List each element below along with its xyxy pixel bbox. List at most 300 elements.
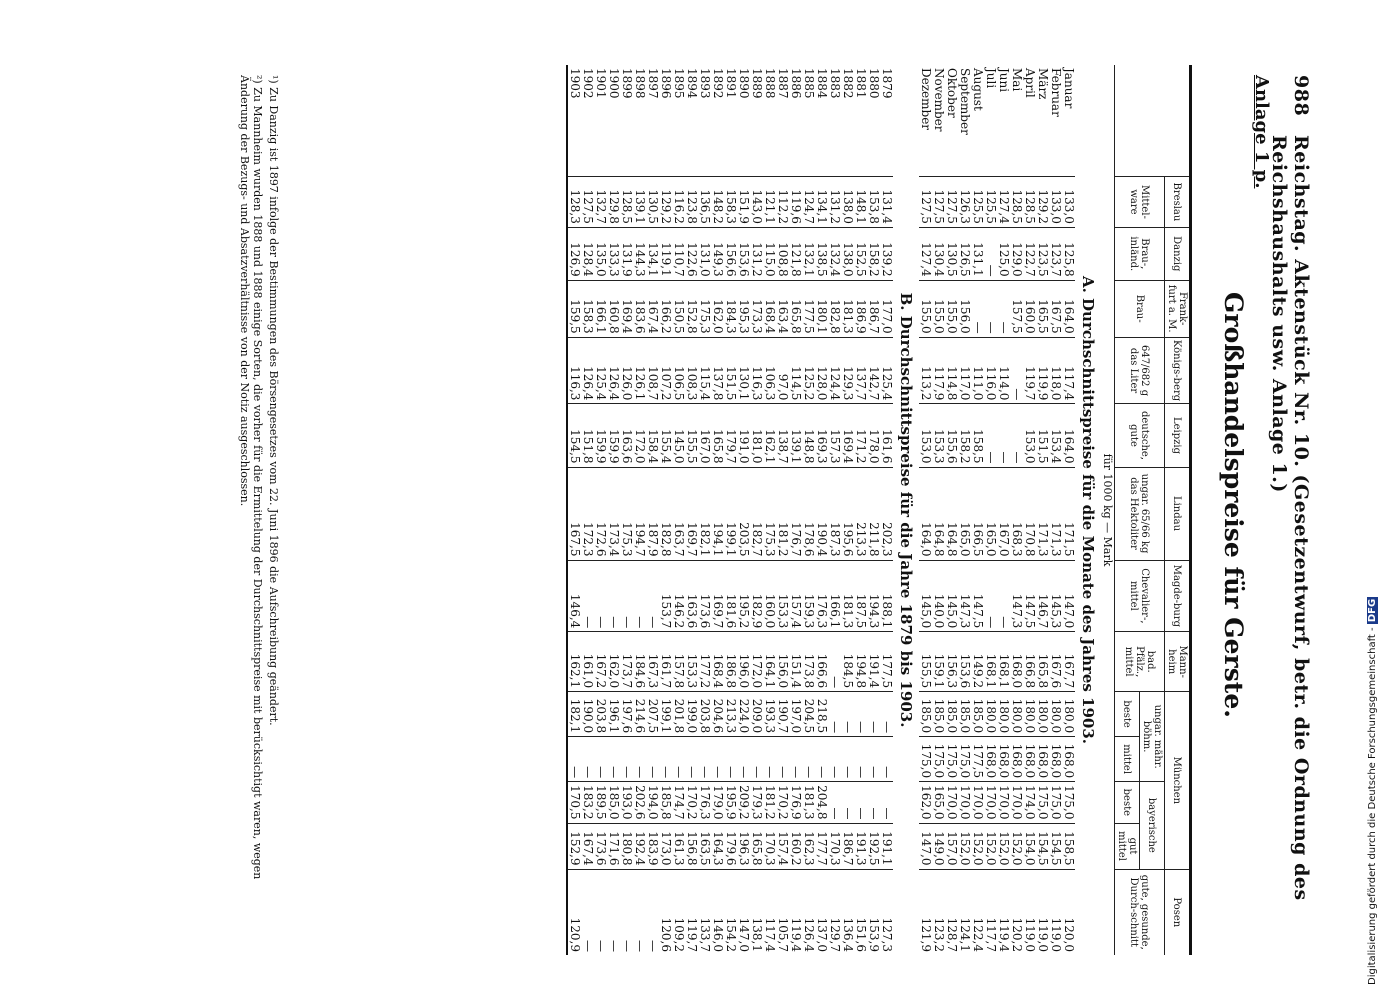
price-cell: 155,4 [659, 404, 672, 467]
price-cell: 138,0 [841, 177, 854, 228]
price-cell: 126,4 [802, 869, 815, 955]
price-cell: — [659, 737, 672, 782]
price-cell: 203,8 [698, 692, 711, 737]
header-frankfurt-grade: Brau- [1115, 280, 1165, 337]
price-cell: 159,5 [567, 280, 581, 337]
price-cell: — [1010, 404, 1023, 467]
price-cell: 153,6 [737, 227, 750, 280]
price-cell: 120,9 [567, 869, 581, 955]
price-cell: 173,6 [698, 560, 711, 632]
price-cell: 178,6 [802, 467, 815, 560]
price-cell: 166,2 [659, 280, 672, 337]
year-row [620, 65, 633, 955]
price-cell: 146,4 [567, 560, 581, 632]
price-cell: 125,4 [880, 337, 893, 404]
price-cell: 160,0 [1023, 280, 1036, 337]
price-cell: 121,1 [763, 177, 776, 228]
price-cell: 152,8 [685, 280, 698, 337]
annex-label: Anlage 1 p. [1251, 75, 1272, 189]
price-cell: 173,4 [607, 467, 620, 560]
price-cell: — [828, 737, 841, 782]
price-cell: 158,3 [724, 177, 737, 228]
price-cell: 183,9 [646, 823, 659, 869]
price-cell: 130,1 [737, 337, 750, 404]
price-cell: 129,0 [1010, 227, 1023, 280]
price-cell: — [854, 692, 867, 737]
month-row [1049, 65, 1062, 955]
price-cell: 186,7 [867, 280, 880, 337]
price-cell: 168,4 [763, 280, 776, 337]
price-cell: 185,0 [607, 782, 620, 823]
year-label: 1901 [594, 68, 608, 99]
price-cell: 186,8 [724, 632, 737, 692]
price-cell: 186,7 [841, 823, 854, 869]
price-cell: 146,2 [672, 560, 685, 632]
year-label: 1884 [815, 68, 829, 99]
year-row [698, 65, 711, 955]
price-cell: 106,5 [672, 337, 685, 404]
year-row [685, 65, 698, 955]
price-cell: 168,0 [1023, 737, 1036, 782]
price-cell: 172,0 [750, 632, 763, 692]
price-cell: 119,0 [1023, 869, 1036, 955]
year-row [672, 65, 685, 955]
price-cell: 152,0 [997, 823, 1010, 869]
price-cell: — [737, 737, 750, 782]
price-cell: 151,4 [789, 632, 802, 692]
year-label: 1881 [854, 68, 868, 99]
price-cell: 211,8 [867, 467, 880, 560]
price-cell: 128,5 [620, 177, 633, 228]
price-cell: 119,0 [1036, 869, 1049, 955]
price-cell: 153,6 [958, 632, 971, 692]
price-cell: 179,0 [711, 782, 724, 823]
price-cell: 181,2 [763, 782, 776, 823]
price-cell: 182,1 [567, 692, 581, 737]
header-blank [1115, 65, 1191, 177]
price-cell: 175,0 [1049, 782, 1062, 823]
header-ungar-beste: beste [1115, 692, 1140, 737]
price-cell: 108,7 [646, 337, 659, 404]
price-cell: 120,6 [659, 869, 672, 955]
year-row [763, 65, 776, 955]
price-cell: 139,2 [880, 227, 893, 280]
price-cell: 157,8 [672, 632, 685, 692]
price-cell: 156,0 [776, 632, 789, 692]
price-cell: — [867, 692, 880, 737]
price-cell: 145,0 [672, 404, 685, 467]
price-cell: 183,2 [581, 782, 594, 823]
price-cell: 128,7 [945, 869, 958, 955]
price-cell: — [841, 782, 854, 823]
price-cell: 172,3 [581, 467, 594, 560]
month-label: Dezember [919, 68, 933, 131]
year-label: 1892 [711, 68, 725, 99]
price-cell: 165,0 [958, 467, 971, 560]
price-cell: 175,0 [932, 737, 945, 782]
price-cell: 183,6 [633, 280, 646, 337]
year-label: 1902 [581, 68, 595, 99]
price-cell: 124,4 [828, 337, 841, 404]
header-magdeburg: Magde-burg [1165, 560, 1191, 632]
price-cell: — [581, 737, 594, 782]
yearly-rows [567, 65, 893, 955]
price-cell: 168,4 [711, 632, 724, 692]
price-cell: — [607, 560, 620, 632]
running-header [1268, 55, 1320, 955]
price-cell: 187,5 [854, 560, 867, 632]
price-cell: 181,2 [776, 467, 789, 560]
price-cell: 196,1 [607, 692, 620, 737]
price-cell: 105,7 [776, 869, 789, 955]
price-cell: 145,0 [945, 560, 958, 632]
price-cell: 182,1 [698, 467, 711, 560]
price-cell: 152,0 [971, 823, 984, 869]
price-cell: 167,4 [581, 823, 594, 869]
price-cell: 119,4 [789, 869, 802, 955]
price-cell: 204,8 [815, 782, 828, 823]
price-cell: 170,0 [997, 782, 1010, 823]
month-label: September [958, 68, 972, 135]
price-cell: 164,0 [1062, 404, 1075, 467]
price-cell: 123,5 [1036, 227, 1049, 280]
section-b-row [893, 65, 919, 955]
month-row [932, 65, 945, 955]
price-cell: — [815, 737, 828, 782]
price-cell: — [802, 737, 815, 782]
price-cell: 177,7 [815, 823, 828, 869]
price-cell: 194,1 [711, 467, 724, 560]
price-cell: 127,5 [932, 177, 945, 228]
price-cell: 119,1 [659, 227, 672, 280]
price-cell: 167,0 [997, 467, 1010, 560]
header-bayer-gut-mittel: gut mittel [1115, 823, 1140, 869]
price-cell: 176,3 [698, 782, 711, 823]
price-cell: 139,1 [789, 404, 802, 467]
price-cell: 124,1 [958, 869, 971, 955]
price-cell: 213,3 [724, 692, 737, 737]
year-label: 1889 [750, 68, 764, 99]
price-cell: 165,5 [1036, 280, 1049, 337]
price-cell: 170,3 [828, 823, 841, 869]
price-cell: 168,0 [1062, 737, 1075, 782]
price-cell: 162,0 [607, 632, 620, 692]
price-cell: 168,0 [984, 737, 997, 782]
price-cell: 175,0 [945, 737, 958, 782]
price-cell: 199,0 [685, 692, 698, 737]
price-cell: 130,5 [646, 177, 659, 228]
year-row [815, 65, 828, 955]
price-cell: 131,2 [750, 227, 763, 280]
price-cell: 170,8 [1023, 467, 1036, 560]
price-cell: 172,0 [633, 404, 646, 467]
unit-line: für 1000 kg — Mark [1101, 453, 1114, 567]
month-row [958, 65, 971, 955]
price-cell: — [711, 737, 724, 782]
price-cell: 128,5 [1023, 177, 1036, 228]
price-cell: 194,8 [854, 632, 867, 692]
price-cell: 152,0 [958, 823, 971, 869]
price-cell: 137,0 [815, 869, 828, 955]
price-cell: — [828, 782, 841, 823]
year-label: 1886 [789, 68, 803, 99]
price-cell: 146,0 [711, 869, 724, 955]
price-cell: 162,0 [711, 280, 724, 337]
price-cell: 151,5 [1036, 404, 1049, 467]
price-cell: 133,0 [1062, 177, 1075, 228]
header-koenigsberg: Königs-berg [1165, 337, 1191, 404]
price-cell: 128,4 [581, 227, 594, 280]
price-cell: 197,0 [789, 692, 802, 737]
price-cell: 165,8 [1036, 632, 1049, 692]
price-cell: 108,3 [685, 337, 698, 404]
price-cell: 119,0 [1049, 869, 1062, 955]
price-cell: 169,4 [620, 280, 633, 337]
price-cell: — [854, 782, 867, 823]
month-row [1062, 65, 1075, 955]
price-cell: 157,4 [776, 823, 789, 869]
price-cell: 129,2 [1036, 177, 1049, 228]
price-cell: 155,5 [919, 632, 932, 692]
year-label: 1879 [880, 68, 894, 99]
price-cell: 157,3 [828, 404, 841, 467]
price-cell: 125,8 [1062, 227, 1075, 280]
price-cell: 180,0 [1062, 692, 1075, 737]
price-cell: 162,0 [919, 782, 932, 823]
month-label: Mai [1010, 68, 1024, 92]
price-cell: 190,4 [815, 467, 828, 560]
price-cell: 151,9 [737, 177, 750, 228]
price-cell: 111,0 [971, 337, 984, 404]
price-cell: 195,9 [724, 782, 737, 823]
price-cell: 165,0 [932, 782, 945, 823]
price-cell: 153,7 [659, 560, 672, 632]
price-cell: 170,0 [945, 782, 958, 823]
price-cell: 122,7 [1023, 227, 1036, 280]
year-row [607, 65, 620, 955]
price-cell: 209,0 [750, 692, 763, 737]
year-label: 1893 [698, 68, 712, 99]
price-cell: 186,9 [854, 280, 867, 337]
price-cell: 172,6 [594, 467, 607, 560]
price-cell: 119,6 [789, 177, 802, 228]
price-cell: 167,4 [646, 280, 659, 337]
month-label: August [971, 68, 985, 111]
price-cell: 191,3 [854, 823, 867, 869]
price-cell: 153,0 [1023, 404, 1036, 467]
price-cell: 128,0 [815, 337, 828, 404]
price-cell: 164,0 [919, 467, 932, 560]
price-cell: 155,0 [919, 280, 932, 337]
year-row [659, 65, 672, 955]
price-cell: 177,5 [880, 632, 893, 692]
price-cell: 162,3 [802, 823, 815, 869]
price-cell: 152,0 [984, 823, 997, 869]
price-cell: 199,1 [659, 692, 672, 737]
price-cell: 125,4 [594, 337, 607, 404]
price-cell: 170,0 [1010, 782, 1023, 823]
year-row [646, 65, 659, 955]
price-cell: 125,2 [802, 337, 815, 404]
price-cell: 140,0 [932, 560, 945, 632]
price-table [566, 65, 1192, 955]
price-cell: 180,0 [1023, 692, 1036, 737]
price-cell: 117,4 [1062, 337, 1075, 404]
price-cell: 180,0 [984, 692, 997, 737]
price-cell: 135,0 [594, 227, 607, 280]
year-label: 1898 [633, 68, 647, 99]
price-cell: 148,2 [711, 177, 724, 228]
price-cell: 123,2 [932, 869, 945, 955]
price-cell: — [620, 737, 633, 782]
price-cell: — [620, 560, 633, 632]
price-cell: 158,5 [1062, 823, 1075, 869]
price-cell: 123,7 [1049, 227, 1062, 280]
price-cell: 184,3 [724, 280, 737, 337]
price-cell: 195,3 [737, 280, 750, 337]
price-cell: 153,3 [776, 560, 789, 632]
price-cell: 187,3 [828, 467, 841, 560]
price-cell: 175,0 [958, 737, 971, 782]
page-number: 988 [1290, 75, 1312, 117]
price-cell: 127,4 [919, 227, 932, 280]
price-cell: 147,0 [1062, 560, 1075, 632]
year-label: 1895 [672, 68, 686, 99]
price-cell: 185,0 [971, 692, 984, 737]
price-cell: 161,7 [659, 632, 672, 692]
price-cell: 202,3 [880, 467, 893, 560]
price-cell: 170,0 [958, 782, 971, 823]
price-cell: 164,8 [932, 467, 945, 560]
price-cell: — [867, 737, 880, 782]
year-label: 1885 [802, 68, 816, 99]
price-cell: — [567, 737, 581, 782]
price-cell: 158,4 [646, 404, 659, 467]
month-row [997, 65, 1010, 955]
price-cell: 160,8 [607, 280, 620, 337]
price-cell: 156,8 [685, 823, 698, 869]
price-cell: — [880, 692, 893, 737]
year-label: 1890 [737, 68, 751, 99]
price-cell: 168,0 [1010, 632, 1023, 692]
price-cell: 224,0 [737, 692, 750, 737]
month-label: April [1023, 68, 1037, 98]
price-cell: 114,5 [789, 337, 802, 404]
price-cell: 109,2 [672, 869, 685, 955]
price-cell: 177,2 [698, 632, 711, 692]
price-cell: — [828, 692, 841, 737]
price-cell: — [997, 560, 1010, 632]
price-cell: 168,3 [1010, 467, 1023, 560]
price-cell: — [776, 737, 789, 782]
price-cell: 168,0 [997, 737, 1010, 782]
price-cell: 119,9 [1036, 337, 1049, 404]
price-cell: 117,0 [958, 337, 971, 404]
price-cell: 191,4 [867, 632, 880, 692]
price-cell: 169,7 [711, 560, 724, 632]
price-cell: 185,0 [945, 692, 958, 737]
price-cell: 112,2 [776, 177, 789, 228]
price-cell: — [724, 737, 737, 782]
digitization-note [1367, 597, 1378, 985]
header-danzig-grade: Brau-, inländ. [1115, 227, 1165, 280]
price-cell: 176,7 [789, 467, 802, 560]
price-cell: 131,1 [971, 227, 984, 280]
price-cell: 137,7 [854, 337, 867, 404]
year-row [776, 65, 789, 955]
price-cell: 148,1 [854, 177, 867, 228]
price-cell: 131,9 [620, 227, 633, 280]
section-b-title: B. Durchschnittspreise für die Jahre 1879 bis 1903. [897, 292, 916, 728]
price-cell: — [828, 632, 841, 692]
header-title: Reichstag. Aktenstück Nr. 10. (Gesetzentwurf, betr. die Ordnung des Reichshaushalts usw. Anlage 1.) [1268, 135, 1312, 901]
header-mannheim-grade: bad. Pfälz., mittel [1115, 632, 1165, 692]
price-cell: 137,8 [711, 337, 724, 404]
price-cell: 163,6 [620, 404, 633, 467]
price-cell: 191,1 [880, 823, 893, 869]
digitization-text: Digitalisierung gefördert durch die Deutsche Forschungsgemeinschaft - [1367, 627, 1378, 985]
price-cell: 157,0 [945, 823, 958, 869]
price-cell: 163,5 [698, 823, 711, 869]
price-cell: 127,3 [880, 869, 893, 955]
price-cell: 127,5 [919, 177, 932, 228]
price-cell: 127,5 [945, 177, 958, 228]
price-cell: 168,0 [1010, 737, 1023, 782]
price-cell: 168,1 [984, 632, 997, 692]
price-cell: 138,0 [841, 227, 854, 280]
price-cell: 167,5 [1049, 280, 1062, 337]
price-cell: 126,4 [581, 337, 594, 404]
price-cell: 177,5 [802, 280, 815, 337]
year-label: 1880 [867, 68, 881, 99]
price-cell: 124,7 [802, 177, 815, 228]
price-cell: 126,9 [567, 227, 581, 280]
year-row [633, 65, 646, 955]
price-cell: 187,9 [646, 467, 659, 560]
month-row [1036, 65, 1049, 955]
price-cell: 182,8 [659, 467, 672, 560]
price-cell: — [984, 227, 997, 280]
price-cell: 147,3 [958, 560, 971, 632]
price-cell: 154,5 [1036, 823, 1049, 869]
price-cell: 125,5 [971, 177, 984, 228]
price-cell: 195,2 [737, 560, 750, 632]
price-cell: 122,6 [685, 227, 698, 280]
price-cell: 162,1 [567, 632, 581, 692]
price-cell: 177,5 [971, 737, 984, 782]
price-cell: — [646, 560, 659, 632]
price-cell: 119,4 [997, 869, 1010, 955]
price-cell: 161,6 [880, 404, 893, 467]
price-cell: 157,5 [1010, 280, 1023, 337]
year-row [854, 65, 867, 955]
year-label: 1897 [646, 68, 660, 99]
price-cell: 184,5 [841, 632, 854, 692]
price-cell: 177,0 [880, 280, 893, 337]
price-cell: 178,0 [867, 404, 880, 467]
price-cell: 122,4 [971, 869, 984, 955]
header-row-grades [1140, 65, 1165, 955]
price-cell: — [997, 280, 1010, 337]
price-cell: 185,8 [659, 782, 672, 823]
price-cell: — [633, 737, 646, 782]
header-mannheim: Mann-heim [1165, 632, 1191, 692]
year-label: 1882 [841, 68, 855, 99]
header-frankfurt: Frank-furt a. M. [1165, 280, 1191, 337]
price-cell: 191,0 [737, 404, 750, 467]
price-cell: 144,3 [633, 227, 646, 280]
main-title: Großhandelspreise für Gerste. [1219, 292, 1248, 718]
